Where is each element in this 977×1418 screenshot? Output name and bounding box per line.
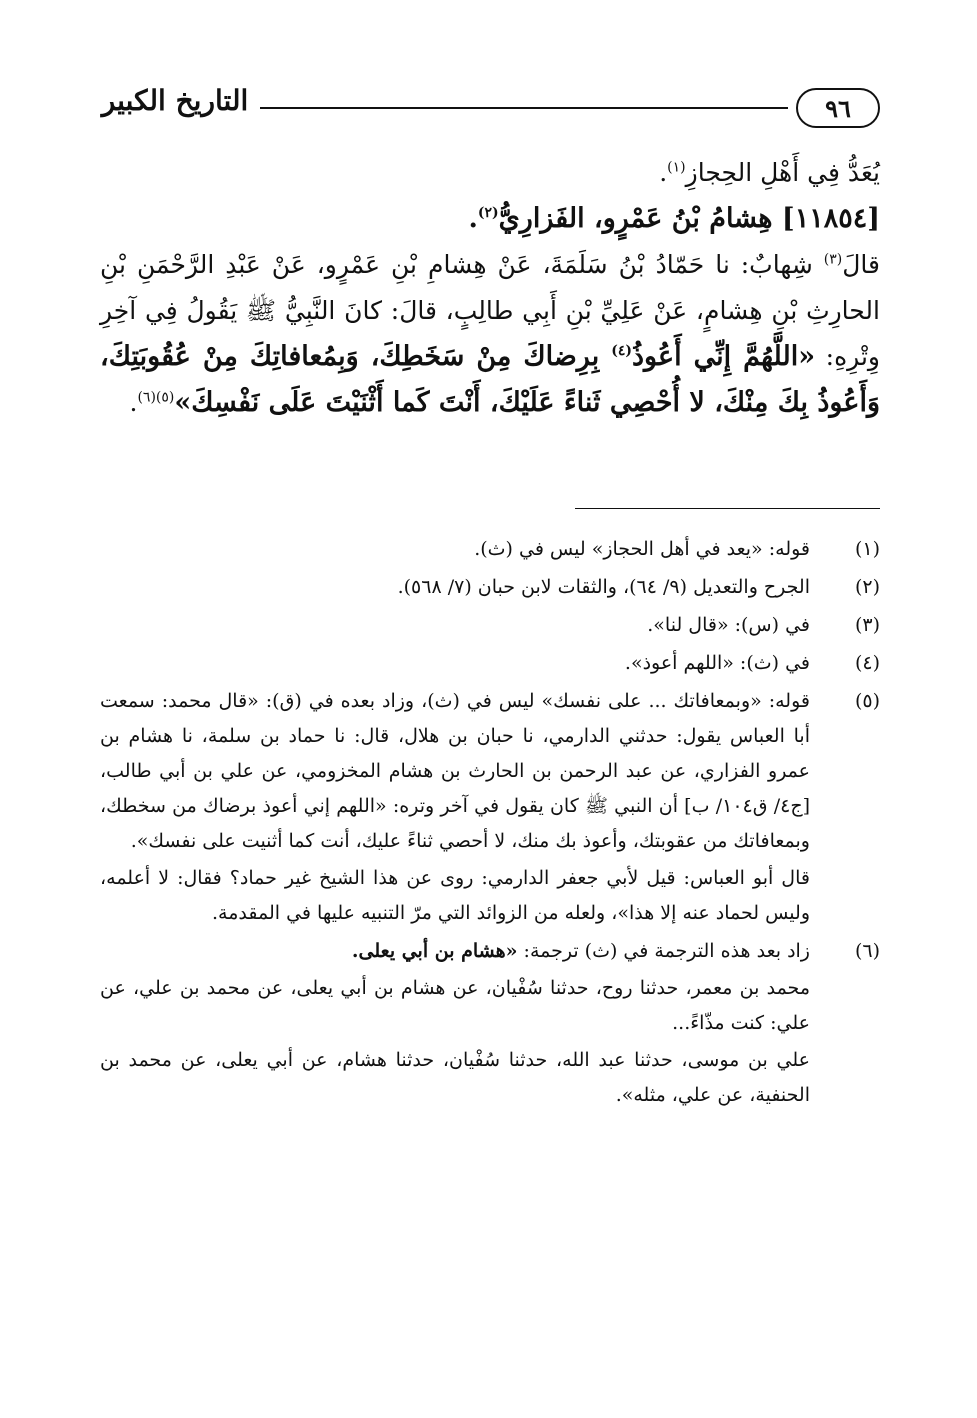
footnote-6 [100, 934, 880, 1113]
footnote-text-bold: «هشام بن أبي يعلى. [351, 940, 518, 962]
footnote-number: (٢) [854, 576, 880, 598]
footnote-4 [100, 646, 880, 681]
dua-text [100, 341, 880, 418]
footnote-ref-5-6: (٥)(٦) [137, 389, 175, 406]
footnote-2 [100, 570, 880, 605]
footnote-number: (١) [854, 538, 880, 560]
footnote-number: (٦) [854, 940, 880, 962]
footnote-ref-2: (٢) [477, 205, 499, 221]
footnote-number: (٤) [854, 652, 880, 674]
main-line-1-text: يُعَدُّ فِي أَهْلِ الحِجازِ [685, 158, 880, 187]
footnote-text: في (ث): «اللهم أعوذ». [624, 652, 810, 674]
footnote-text: الجرح والتعديل (٩/ ٦٤)، والثقات لابن حبان (٧/ ٥٦٨). [397, 576, 810, 598]
footnotes [100, 532, 880, 1116]
footnote-ref-1: (١) [667, 159, 686, 176]
footnote-number: (٥) [854, 690, 880, 712]
book-title: التاريخ الكبير [101, 84, 249, 117]
entry-heading: [١١٨٥٤] هِشامُ بْنُ عَمْرٍو، الفَزارِيُّ$^{(٢)}$. [468, 203, 880, 234]
main-text [100, 150, 880, 426]
footnote-text: قوله: «يعد في أهل الحجاز» ليس في (ث). [474, 538, 810, 560]
footnote-text: في (س): «قال لنا». [647, 614, 810, 636]
entry-number: [١١٨٥٤] [781, 203, 880, 234]
footnote-text-continued: محمد بن معمر، حدثنا روح، حدثنا سُفْيان، عن هشام بن أبي يعلى، عن محمد بن علي، عن علي: كنت مذّاءً... [100, 977, 810, 1034]
page-number-badge [796, 88, 880, 128]
para-body: شِهابٌ: نا حَمّادُ بْنُ سَلَمَةَ، عَنْ هِشامِ بْنِ عَمْرٍو، عَنْ عَبْدِ الرَّحْمَنِ بْنِ الحارِثِ بْنِ هِشامٍ، عَنْ عَلِيِّ بْنِ أَبِي طالِبٍ، قالَ: كانَ النَّبِيُّ ﷺ يَقُولُ فِي آخِرِ وِتْرِهِ: [100, 250, 880, 371]
footnote-text-continued: قال أبو العباس: قيل لأبي جعفر الدارمي: روى عن هذا الشيخ غير حماد؟ فقال: لا أعلمه، وليس لحماد عنه إلا هذا»، ولعله من الزوائد التي مرّ التنبيه عليها في المقدمة. [100, 867, 810, 924]
footnote-5 [100, 684, 880, 931]
footnote-1 [100, 532, 880, 567]
para-start: قالَ [842, 250, 880, 279]
footnote-number: (٣) [854, 614, 880, 636]
footnote-text [100, 934, 810, 969]
dua-body: بِرِضاكَ مِنْ سَخَطِكَ، وَبِمُعافاتِكَ مِنْ عُقُوبَتِكَ، وَأَعُوذُ بِكَ مِنْكَ، لا أُحْصِي ثَناءً عَلَيْكَ، أَنْتَ كَما أَثْنَيْتَ عَلَى نَفْسِكَ» [100, 341, 880, 418]
dua-start: «اللَّهُمَّ إِنِّي أَعُوذُ [632, 341, 816, 372]
footnote-ref-3: (٣) [823, 251, 843, 268]
main-line-1: يُعَدُّ فِي أَهْلِ الحِجازِ$^{(١)}$. [659, 158, 880, 187]
footnote-text-continued-2: علي بن موسى، حدثنا عبد الله، حدثنا سُفْيان، حدثنا هشام، عن أبي يعلى، عن محمد بن الحنفية، عن علي، مثله». [100, 1049, 810, 1106]
footnote-text-start: زاد بعد هذه الترجمة في (ث) ترجمة: [517, 940, 810, 962]
footnote-separator [575, 508, 880, 509]
main-paragraph: قالَ$^{(٣)}$ شِهابٌ: نا حَمّادُ بْنُ سَلَمَةَ، عَنْ هِشامِ بْنِ عَمْرٍو، عَنْ عَبْدِ الرَّحْمَنِ بْنِ الحارِثِ بْنِ هِشامٍ، عَنْ عَلِيِّ بْنِ أَبِي طالِبٍ، قالَ: كانَ النَّبِيُّ ﷺ يَقُولُ فِي آخِرِ وِتْرِهِ: «اللَّهُمَّ إِنِّي أَعُوذُ$^{(٤)}$ بِرِضاكَ مِنْ سَخَطِكَ، وَبِمُعافاتِكَ مِنْ عُقُوبَتِكَ، وَأَعُوذُ بِكَ مِنْكَ، لا أُحْصِي ثَناءً عَلَيْكَ، أَنْتَ كَما أَثْنَيْتَ عَلَى نَفْسِكَ»$^{(٥)(٦)}$. [100, 250, 880, 418]
footnote-ref-4: (٤) [611, 343, 633, 359]
footnote-3 [100, 608, 880, 643]
header-rule [260, 107, 788, 109]
page-header [100, 82, 880, 132]
entry-name: هِشامُ بْنُ عَمْرٍو، الفَزارِيُّ [498, 203, 773, 234]
page-number: ٩٦ [825, 93, 851, 123]
footnote-text: قوله: «وبمعافاتك ... على نفسك» ليس في (ث)، وزاد بعده في (ق): «قال محمد: سمعت أبا العباس يقول: حدثني الدارمي، نا حبان بن هلال، قال: نا حماد بن سلمة، نا هشام بن عمرو الفزاري، عن عبد الرحمن بن الحارث بن هشام المخزومي، عن علي بن أبي طالب، [ج٤/ ق١٠٤/ ب] أن النبي ﷺ كان يقول في آخر وتره: «اللهم إني أعوذ برضاك من سخطك، وبمعافاتك من عقوبتك، وأعوذ بك منك، لا أحصي ثناءً عليك، أنت كما أثنيت على نفسك». [100, 690, 810, 852]
